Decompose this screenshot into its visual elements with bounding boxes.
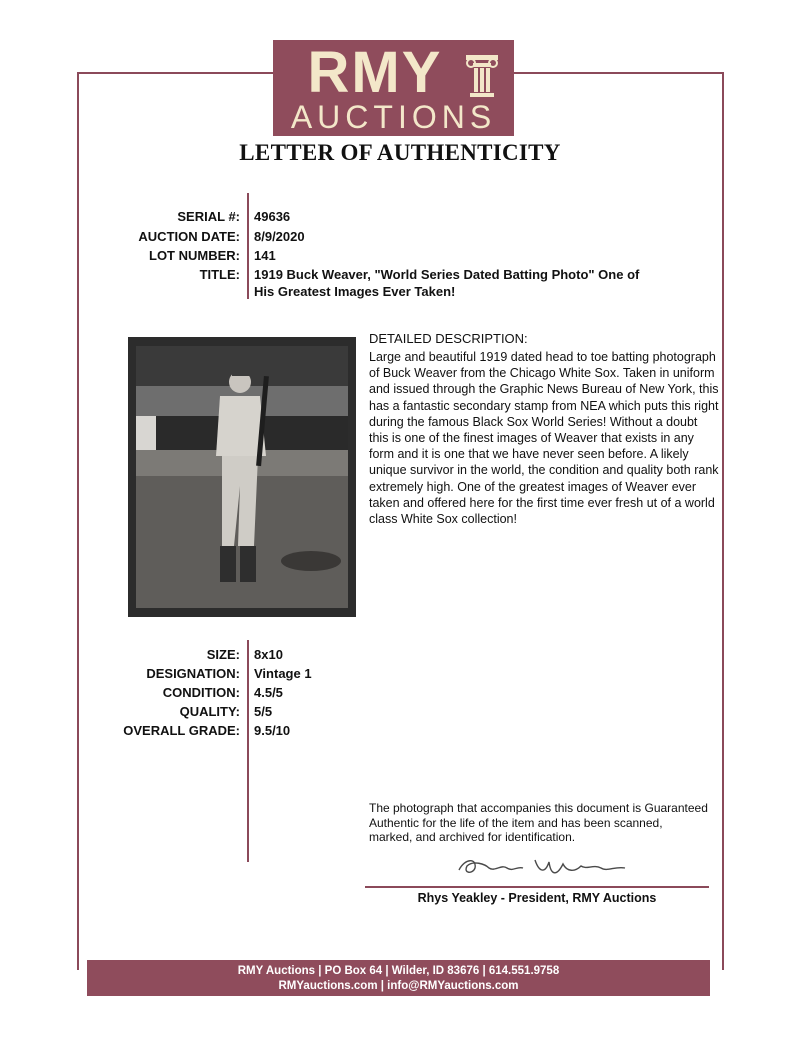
field-divider-top: [247, 193, 249, 299]
condition-value: 4.5/5: [254, 685, 283, 700]
handwritten-signature: [455, 852, 630, 880]
footer-address: RMY Auctions | PO Box 64 | Wilder, ID 83676 | 614.551.9758: [237, 965, 560, 977]
field-divider-bottom: [247, 640, 249, 862]
auction-date-label: AUCTION DATE:: [138, 229, 240, 244]
frame-line-right: [722, 72, 724, 970]
designation-label: DESIGNATION:: [146, 666, 240, 681]
rmy-logo: [273, 40, 514, 136]
size-value: 8x10: [254, 647, 283, 662]
title-value: 1919 Buck Weaver, "World Series Dated Batting Photo" One of His Greatest Images Ever Taken!: [254, 267, 640, 299]
description-heading: DETAILED DESCRIPTION:: [369, 331, 528, 346]
footer-contact-bar: [87, 960, 710, 996]
lot-number-label: LOT NUMBER:: [149, 248, 240, 263]
signature-line: [365, 886, 709, 888]
logo-brand: RMY: [307, 40, 443, 105]
signer-name: Rhys Yeakley - President, RMY Auctions: [417, 891, 657, 905]
condition-label: CONDITION:: [162, 685, 240, 700]
player-photo: [136, 346, 348, 608]
frame-line-top-right: [514, 72, 724, 74]
quality-label: QUALITY:: [179, 704, 240, 719]
serial-value: 49636: [254, 209, 291, 224]
overall-grade-label: OVERALL GRADE:: [123, 723, 240, 738]
frame-line-left: [77, 72, 79, 970]
quality-value: 5/5: [254, 704, 273, 719]
auction-date-value: 8/9/2020: [254, 229, 305, 244]
overall-grade-value: 9.5/10: [254, 723, 291, 738]
column-pillar-icon: [465, 54, 499, 98]
serial-label: SERIAL #:: [177, 209, 240, 224]
document-title: LETTER OF AUTHENTICITY: [239, 140, 561, 165]
title-label: TITLE:: [199, 267, 240, 282]
frame-line-top-left: [77, 72, 273, 74]
footer-links: RMYauctions.com | info@RMYauctions.com: [278, 980, 519, 992]
guarantee-statement: The photograph that accompanies this document is Guaranteed Authentic for the life of the item and has been scanned, marked, and archived for identification.: [369, 801, 708, 844]
photo-frame: [128, 337, 356, 617]
lot-number-value: 141: [254, 248, 276, 263]
logo-subtitle: AUCTIONS: [290, 99, 497, 135]
designation-value: Vintage 1: [254, 666, 312, 681]
description-body: Large and beautiful 1919 dated head to toe batting photograph of Buck Weaver from the Chicago White Sox. Taken in uniform and issued through the Graphic News Bureau of New York, this has a fantastic secondary stamp from NEA which puts this right during the famous Black Sox World Series! Without a doubt this is one of the finest images of Weaver that exists in any form and it is one that we have never seen before. A likely unique survivor in the world, the condition and quality both rank extremely high. One of the greatest images of Weaver ever taken and offered here for the first time ever fresh ut of a world class White Sox collection!: [369, 350, 719, 527]
size-label: SIZE:: [206, 647, 240, 662]
